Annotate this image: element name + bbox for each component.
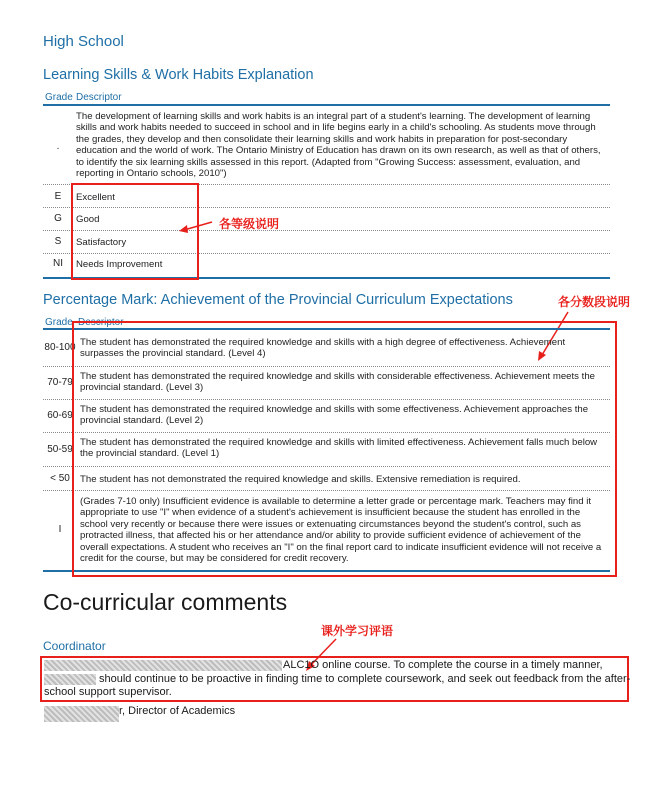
learning-grade: E bbox=[54, 191, 62, 202]
annotation-box-percentage bbox=[72, 321, 617, 577]
percentage-grade: I bbox=[58, 524, 62, 535]
learning-grade: G bbox=[54, 213, 62, 224]
percentage-desc: The student has demonstrated the required knowledge and skills with some effectiveness. Achievement approaches the provincial standard. (Level 2) bbox=[80, 404, 589, 427]
percentage-title: Percentage Mark: Achievement of the Provincial Curriculum Expectations bbox=[43, 292, 513, 308]
learning-intro-text: The development of learning skills and work habits is an integral part of a student's learning. The development of learning skills and work habits needed to succeed in school and in life begins early in a child's schooling. As students move through the grades, they develop and then consolidate their learning skills and work habits in preparation for post-secondary education and the world of work. The Ontario Ministry of Education has drawn on its own research, as well as that of others, to identify the six learning skills assessed in this report. (Adapted from "Growing Success: assessment, evaluation, and reporting in Ontario schools, 2010") bbox=[76, 111, 601, 180]
learning-grade: S bbox=[54, 236, 62, 247]
coordinator-label: Coordinator bbox=[43, 639, 106, 653]
redacted-text bbox=[44, 706, 119, 722]
section-title: High School bbox=[43, 33, 124, 50]
annotation-cocurricular: 课外学习评语 bbox=[321, 624, 394, 638]
redacted-text bbox=[44, 660, 282, 671]
comment-line-1: ALC1O online course. To complete the course in a timely manner, bbox=[283, 659, 603, 671]
learning-desc: Needs Improvement bbox=[76, 259, 163, 270]
learning-desc: Excellent bbox=[76, 192, 115, 203]
percentage-grade: 60-69 bbox=[47, 410, 73, 421]
percentage-desc: The student has demonstrated the required knowledge and skills with a high degree of effectiveness. Achievement surpasses the provincial standard. (Level 4) bbox=[80, 337, 566, 360]
comment-line-3: school support supervisor. bbox=[44, 686, 172, 698]
learning-desc: Satisfactory bbox=[76, 237, 127, 248]
learning-intro-grade: · bbox=[56, 143, 60, 154]
percentage-desc: The student has demonstrated the required knowledge and skills with considerable effectiveness. Achievement meets the provincial standard. (Level 3) bbox=[80, 371, 595, 394]
cocurricular-title: Co-curricular comments bbox=[43, 589, 288, 615]
learning-skills-title: Learning Skills & Work Habits Explanation bbox=[43, 67, 314, 83]
percentage-desc: (Grades 7-10 only) Insufficient evidence is available to determine a letter grade or percentage mark. Teachers may find it appropriate to use "I" when evidence of a student's achievement is insufficient because the student has enrolled in the school very recently or because there were issues or extenuating circumstances beyond the student's control, such as protracted illness, that affected his or her attendance and/or ability to provide sufficient evidence of achievement of the overall expectations. A student who receives an "I" on the final report card to indicate insufficient evidence will not receive a credit for the course, but may be considered for credit recovery. bbox=[80, 496, 602, 565]
learning-header-rule bbox=[43, 104, 610, 106]
percentage-col-descriptor: Descriptor bbox=[78, 317, 124, 328]
learning-col-descriptor: Descriptor bbox=[76, 92, 122, 103]
learning-col-grade: Grade bbox=[45, 92, 73, 103]
percentage-desc: The student has demonstrated the required knowledge and skills with limited effectiveness. Achievement falls much below the provincial standard. (Level 1) bbox=[80, 437, 598, 460]
percentage-grade: 70-79 bbox=[47, 377, 73, 388]
redacted-text bbox=[44, 674, 96, 685]
percentage-col-grade: Grade bbox=[45, 317, 73, 328]
comment-line-2: should continue to be proactive in finding time to complete coursework, and seek out feedback from the after- bbox=[99, 673, 631, 685]
annotation-percentage: 各分数段说明 bbox=[558, 295, 631, 309]
percentage-desc: The student has not demonstrated the required knowledge and skills. Extensive remediation is required. bbox=[80, 474, 521, 485]
percentage-grade: < 50 bbox=[50, 473, 70, 484]
percentage-grade: 50-59 bbox=[47, 444, 73, 455]
learning-grade: NI bbox=[53, 258, 63, 269]
annotation-arrow-icon bbox=[176, 216, 216, 236]
signature: r, Director of Academics bbox=[119, 705, 236, 717]
annotation-levels: 各等级说明 bbox=[219, 217, 280, 231]
learning-desc: Good bbox=[76, 214, 100, 225]
percentage-grade: 80-100 bbox=[44, 342, 76, 353]
